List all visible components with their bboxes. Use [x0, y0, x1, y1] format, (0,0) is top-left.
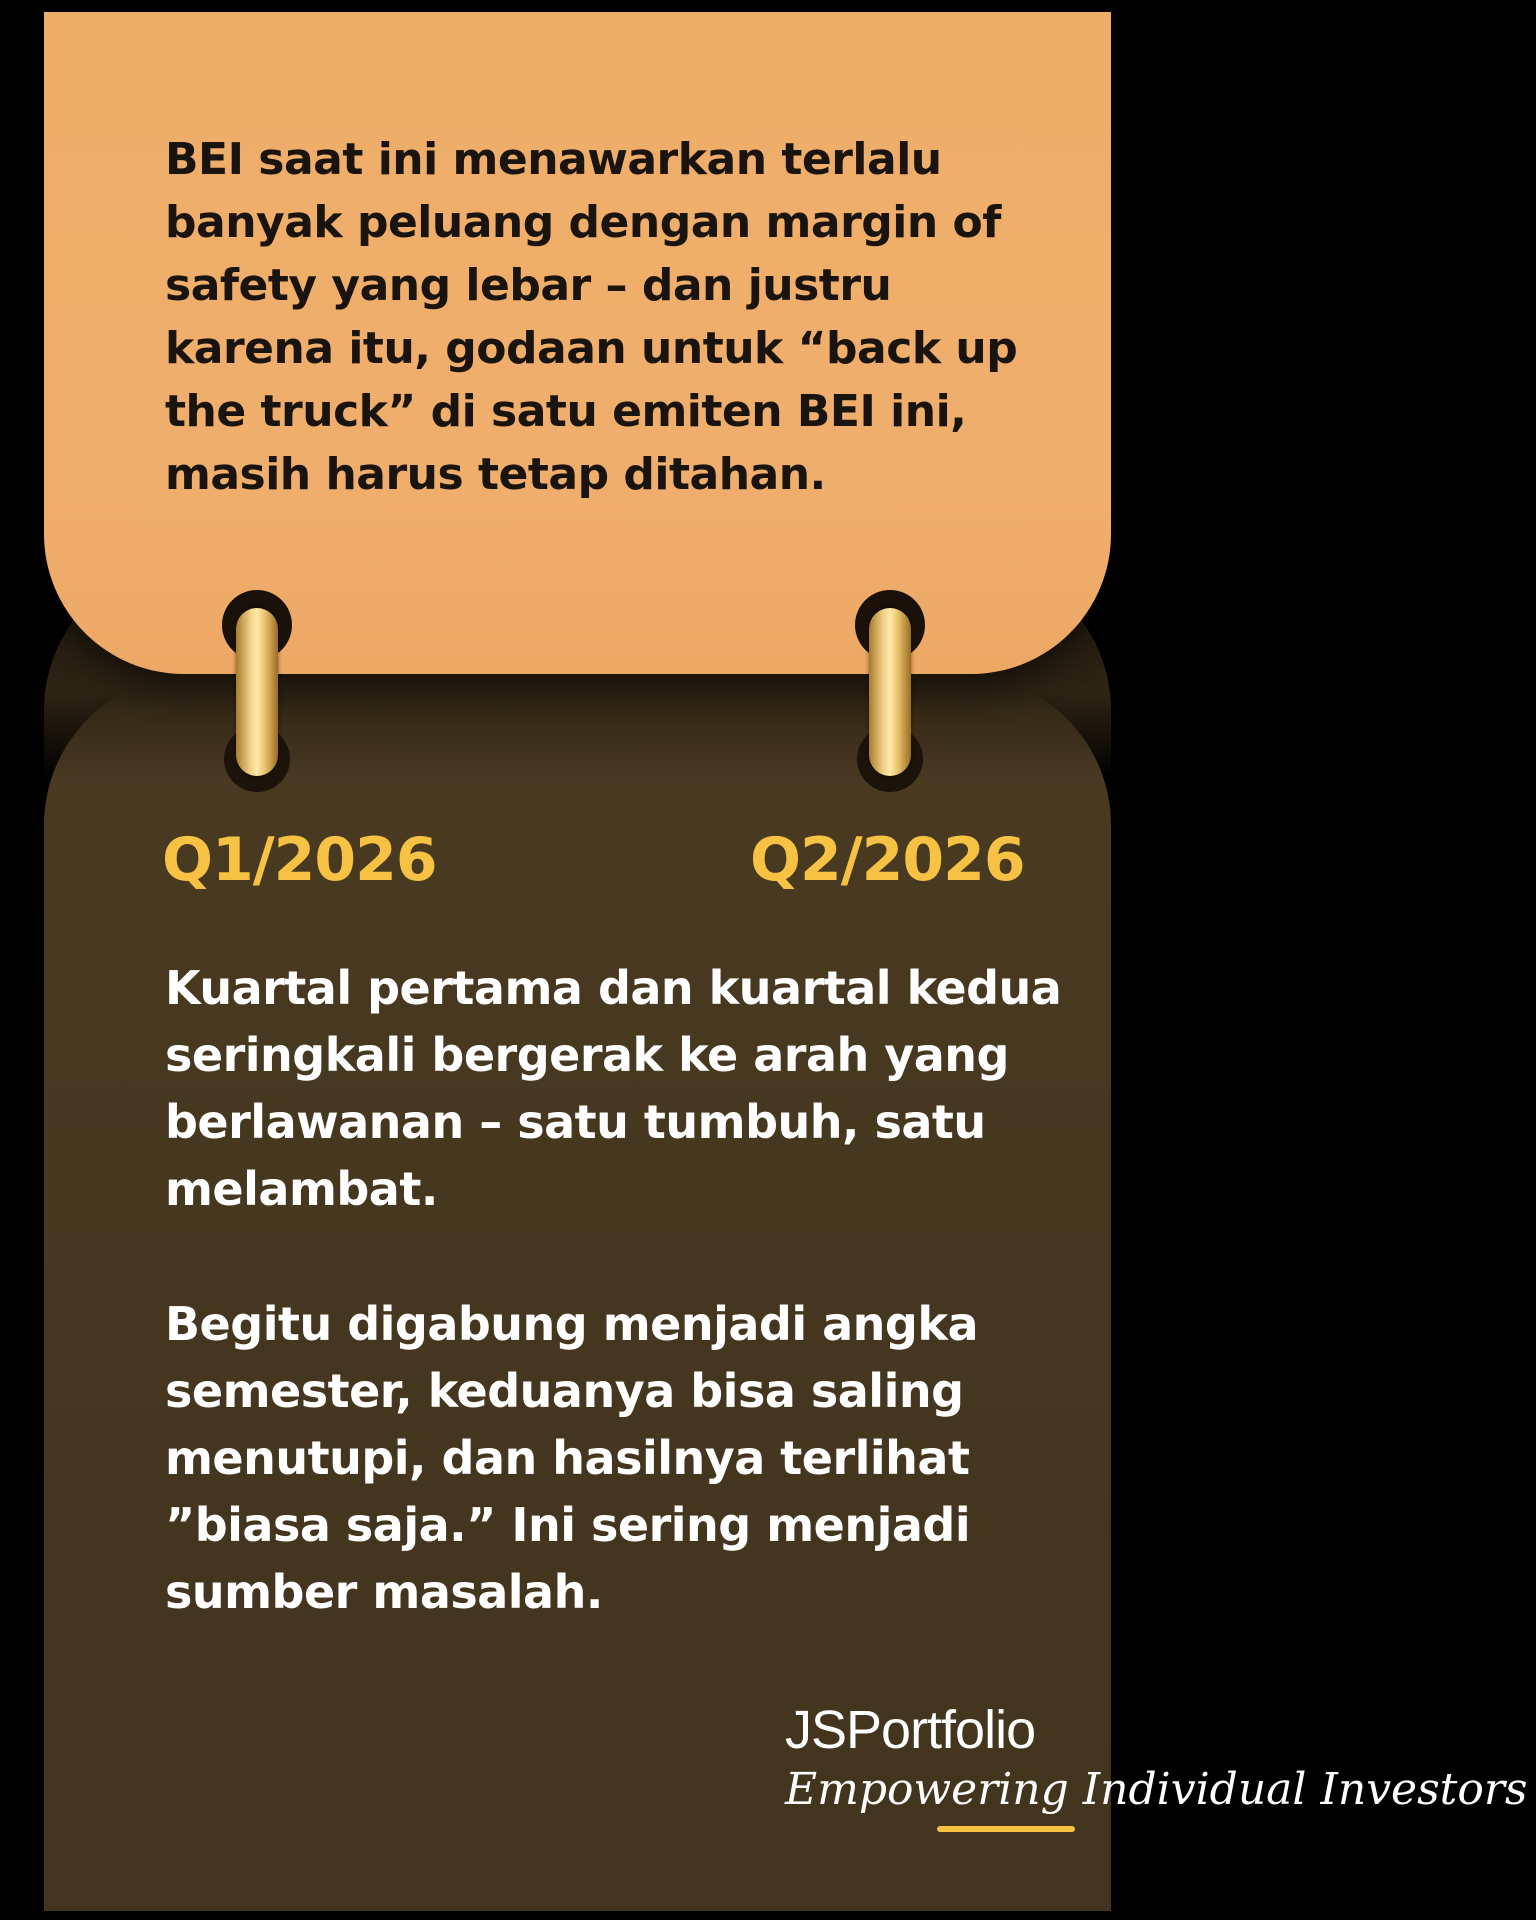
q1-label: Q1/2026: [162, 825, 437, 895]
right-binder-ring-icon: [863, 590, 917, 790]
tagline-underline: [937, 1826, 1075, 1832]
q2-label: Q2/2026: [750, 825, 1025, 895]
top-card-text: BEI saat ini menawarkan terlalu banyak peluang dengan margin of safety yang lebar – dan justru karena itu, godaan untuk “back up the truck” di satu emiten BEI ini, masih harus tetap ditahan.: [165, 134, 1018, 500]
paragraph-1: Kuartal pertama dan kuartal kedua seringkali bergerak ke arah yang berlawanan – satu tumbuh, satu melambat.: [165, 961, 1062, 1216]
brand-tagline: Empowering Individual Investors: [785, 1764, 1528, 1815]
brand-name: JSPortfolio: [785, 1700, 1036, 1760]
left-binder-ring-icon: [230, 590, 284, 790]
paragraph-2: Begitu digabung menjadi angka semester, keduanya bisa saling menutupi, dan hasilnya terlihat ”biasa saja.” Ini sering menjadi sumber masalah.: [165, 1297, 978, 1619]
